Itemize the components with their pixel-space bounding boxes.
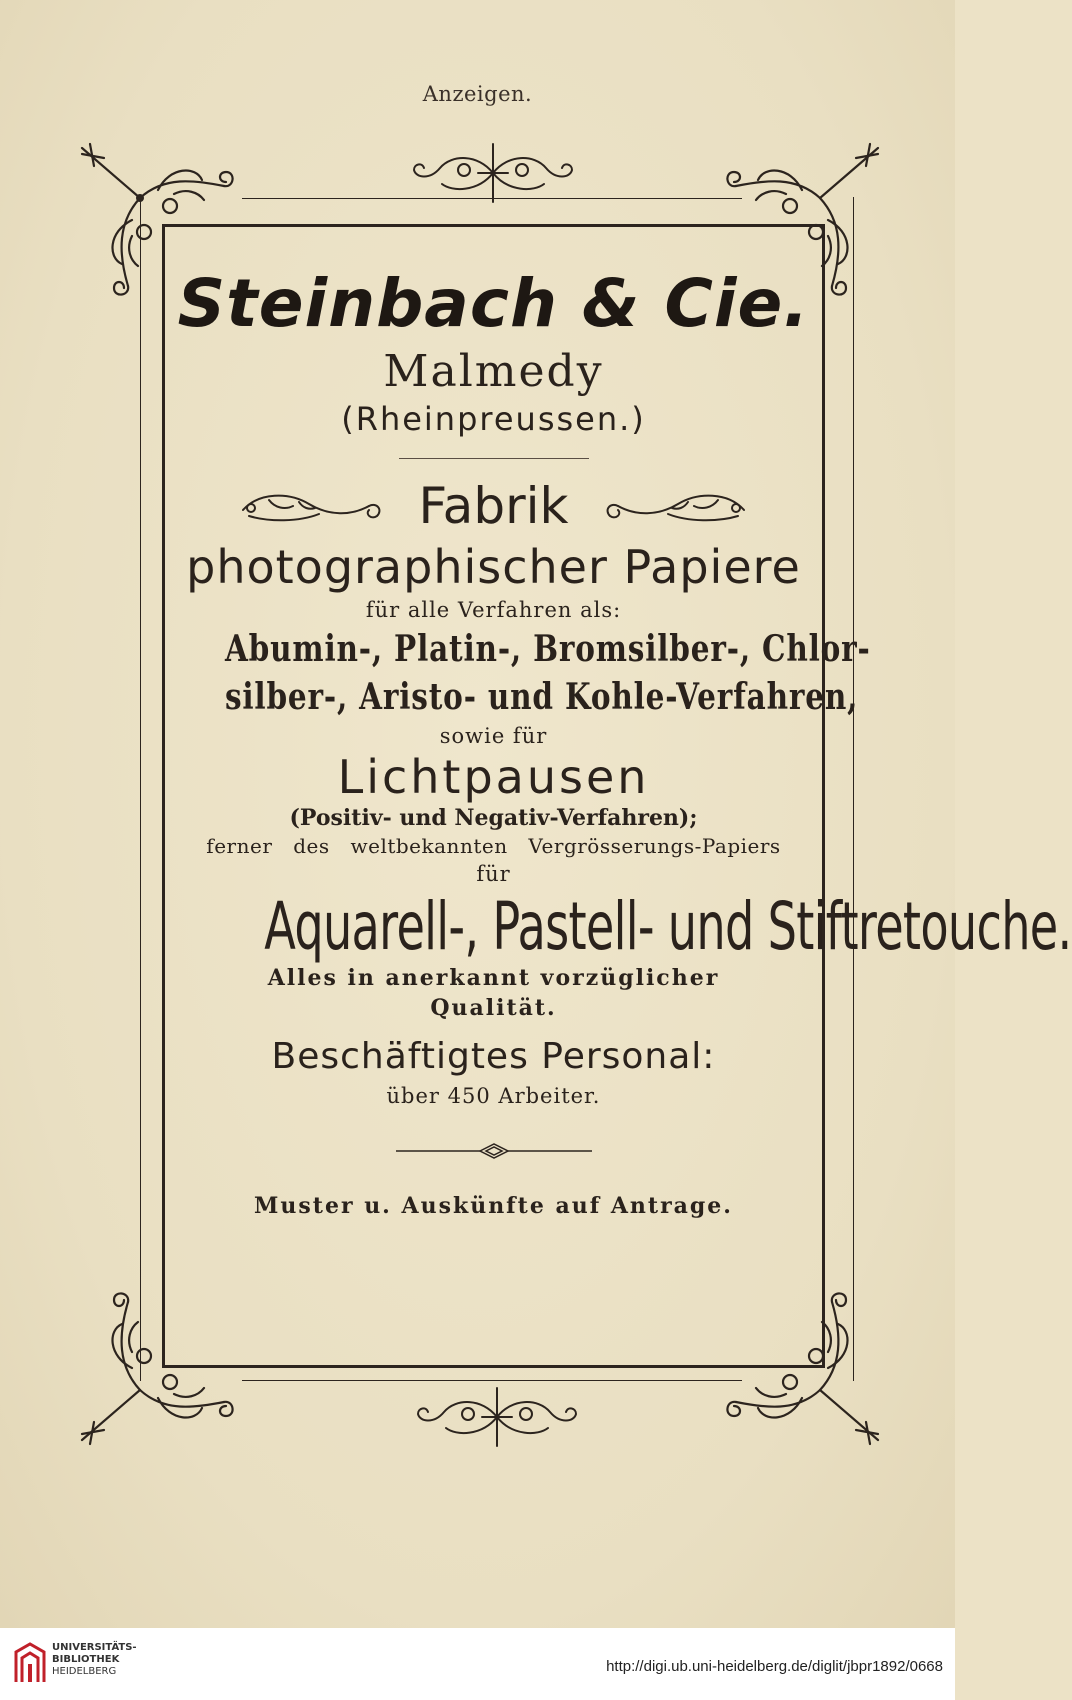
fabrik-label: Fabrik	[418, 477, 569, 535]
personnel-heading: Beschäftigtes Personal:	[271, 1036, 716, 1077]
divider	[399, 458, 589, 459]
library-name-line-3: HEIDELBERG	[52, 1666, 117, 1677]
processes-line-1: Abumin-, Platin-, Bromsilber-, Chlor-	[224, 628, 871, 670]
processes-line-2: silber-, Aristo- und Kohle-Verfahren,	[224, 676, 859, 718]
aquarell-heading: Aquarell-, Pastell- und Stiftretouche.	[264, 888, 1072, 965]
library-name	[52, 1642, 137, 1678]
page-header: Anzeigen.	[422, 82, 533, 106]
footer-bar	[0, 1628, 955, 1700]
lichtpausen-heading: Lichtpausen	[337, 750, 650, 804]
positiv-negativ-text: (Positiv- und Negativ-Verfahren);	[289, 805, 698, 831]
flourish-left-icon	[239, 486, 389, 526]
personnel-count: über 450 Arbeiter.	[386, 1084, 601, 1108]
corner-ornament-bottom-left-icon	[74, 1272, 254, 1452]
quality-line-1: Alles in anerkannt vorzüglicher	[267, 965, 720, 991]
quality-line-2: Qualität.	[430, 995, 557, 1021]
ferner-text: ferner des weltbekannten Vergrösserungs-Papiers	[206, 834, 781, 858]
corner-ornament-bottom-right-icon	[706, 1272, 886, 1452]
center-ornament-bottom-icon	[412, 1384, 582, 1450]
center-ornament-top-icon	[408, 140, 578, 206]
divider-ornament-icon	[394, 1141, 594, 1161]
source-url[interactable]: http://digi.ub.uni-heidelberg.de/diglit/jbpr1892/0668	[606, 1658, 943, 1675]
fabrik-row	[166, 473, 821, 539]
library-name-line-2: BIBLIOTHEK	[52, 1654, 120, 1665]
outer-frame-bottom-line	[242, 1380, 742, 1381]
company-name: Steinbach & Cie.	[177, 265, 810, 342]
region: (Rheinpreussen.)	[341, 400, 646, 438]
product-line: photographischer Papiere	[186, 540, 801, 594]
advertisement	[166, 230, 1072, 1219]
city: Malmedy	[383, 346, 604, 397]
muster-text: Muster u. Auskünfte auf Antrage.	[254, 1193, 733, 1219]
fuer-text: für	[476, 862, 511, 886]
ub-heidelberg-logo-icon	[12, 1642, 48, 1686]
flourish-right-icon	[598, 486, 748, 526]
sowie-text: sowie für	[439, 724, 548, 748]
fuer-alle-text: für alle Verfahren als:	[365, 598, 622, 622]
library-name-line-1: UNIVERSITÄTS-	[52, 1642, 137, 1653]
